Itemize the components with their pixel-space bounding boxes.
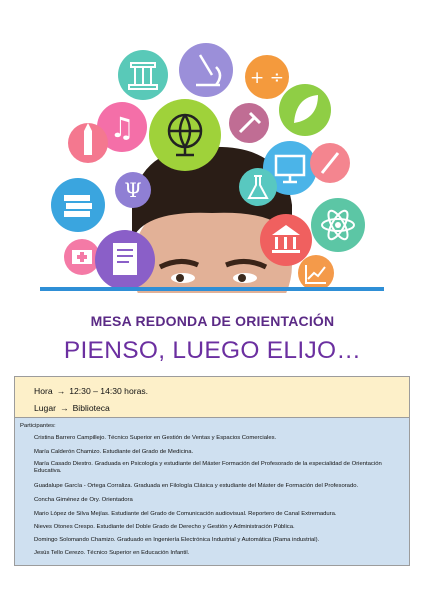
time-label: Hora bbox=[34, 386, 53, 396]
svg-text:+ ÷: + ÷ bbox=[250, 68, 284, 88]
big-ben-icon bbox=[68, 123, 108, 163]
place-label: Lugar bbox=[34, 403, 56, 413]
event-title: PIENSO, LUEGO ELIJO… bbox=[63, 337, 362, 364]
math-symbols-icon bbox=[245, 55, 289, 99]
time-value: 12:30 – 14:30 horas. bbox=[69, 386, 149, 396]
bank-icon bbox=[260, 214, 312, 266]
first-aid-icon bbox=[64, 239, 100, 275]
svg-text:♫: ♫ bbox=[109, 111, 135, 144]
certificate-icon bbox=[95, 230, 155, 290]
participant-item: Domingo Solomando Chamizo. Graduado en Ingeniería Electrónica Industrial y Automática (Rama industrial). bbox=[34, 537, 320, 543]
svg-text:Ψ: Ψ bbox=[124, 178, 142, 202]
participants-label: Participantes: bbox=[20, 423, 56, 429]
psi-icon bbox=[115, 172, 151, 208]
arrow-icon: → bbox=[56, 386, 66, 396]
microscope-icon bbox=[179, 43, 233, 97]
participant-item: María Calderón Chamizo. Estudiante del Grado de Medicina. bbox=[34, 449, 194, 455]
time-line bbox=[34, 386, 148, 396]
participant-item: Mario López de Silva Mejías. Estudiante del Grado de Comunicación audiovisual. Reportero de Canal Extremadura. bbox=[34, 511, 337, 517]
participant-item: Jesús Tello Cerezo. Técnico Superior en Educación Infantil. bbox=[34, 550, 190, 556]
leaf-icon bbox=[279, 84, 331, 136]
participant-item: Cristina Barrero Campillejo. Técnico Superior en Gestión de Ventas y Espacios Comerciales. bbox=[34, 435, 277, 441]
participants-box bbox=[14, 418, 410, 566]
books-icon bbox=[51, 178, 105, 232]
paintbrush-icon bbox=[310, 143, 350, 183]
schedule-box bbox=[14, 376, 410, 418]
columns-icon bbox=[118, 50, 168, 100]
atom-icon bbox=[311, 198, 365, 252]
globe-icon bbox=[149, 99, 221, 171]
hero-illustration bbox=[40, 35, 384, 293]
participant-item: Guadalupe García - Ortega Corraliza. Graduada en Filología Clásica y estudiante del Máster de Formación del Profesorado. bbox=[34, 483, 359, 489]
arrow-icon: → bbox=[59, 403, 69, 413]
header-divider bbox=[40, 287, 384, 291]
flask-icon bbox=[239, 168, 277, 206]
gavel-icon bbox=[229, 103, 269, 143]
event-subtitle: MESA REDONDA DE ORIENTACIÓN bbox=[90, 313, 335, 329]
participant-item: María Casado Diestro. Graduada en Psicología y estudiante del Máster Formación del Profesorado de la especialidad de Orientación Educativa. bbox=[34, 461, 382, 475]
participant-item: Nieves Otones Crespo. Estudiante del Doble Grado de Derecho y Gestión y Administración Pública. bbox=[34, 524, 295, 530]
participant-item: Concha Giménez de Ory. Orientadora bbox=[34, 497, 133, 503]
chart-icon bbox=[298, 255, 334, 291]
place-value: Biblioteca bbox=[72, 403, 110, 413]
place-line bbox=[34, 403, 110, 413]
